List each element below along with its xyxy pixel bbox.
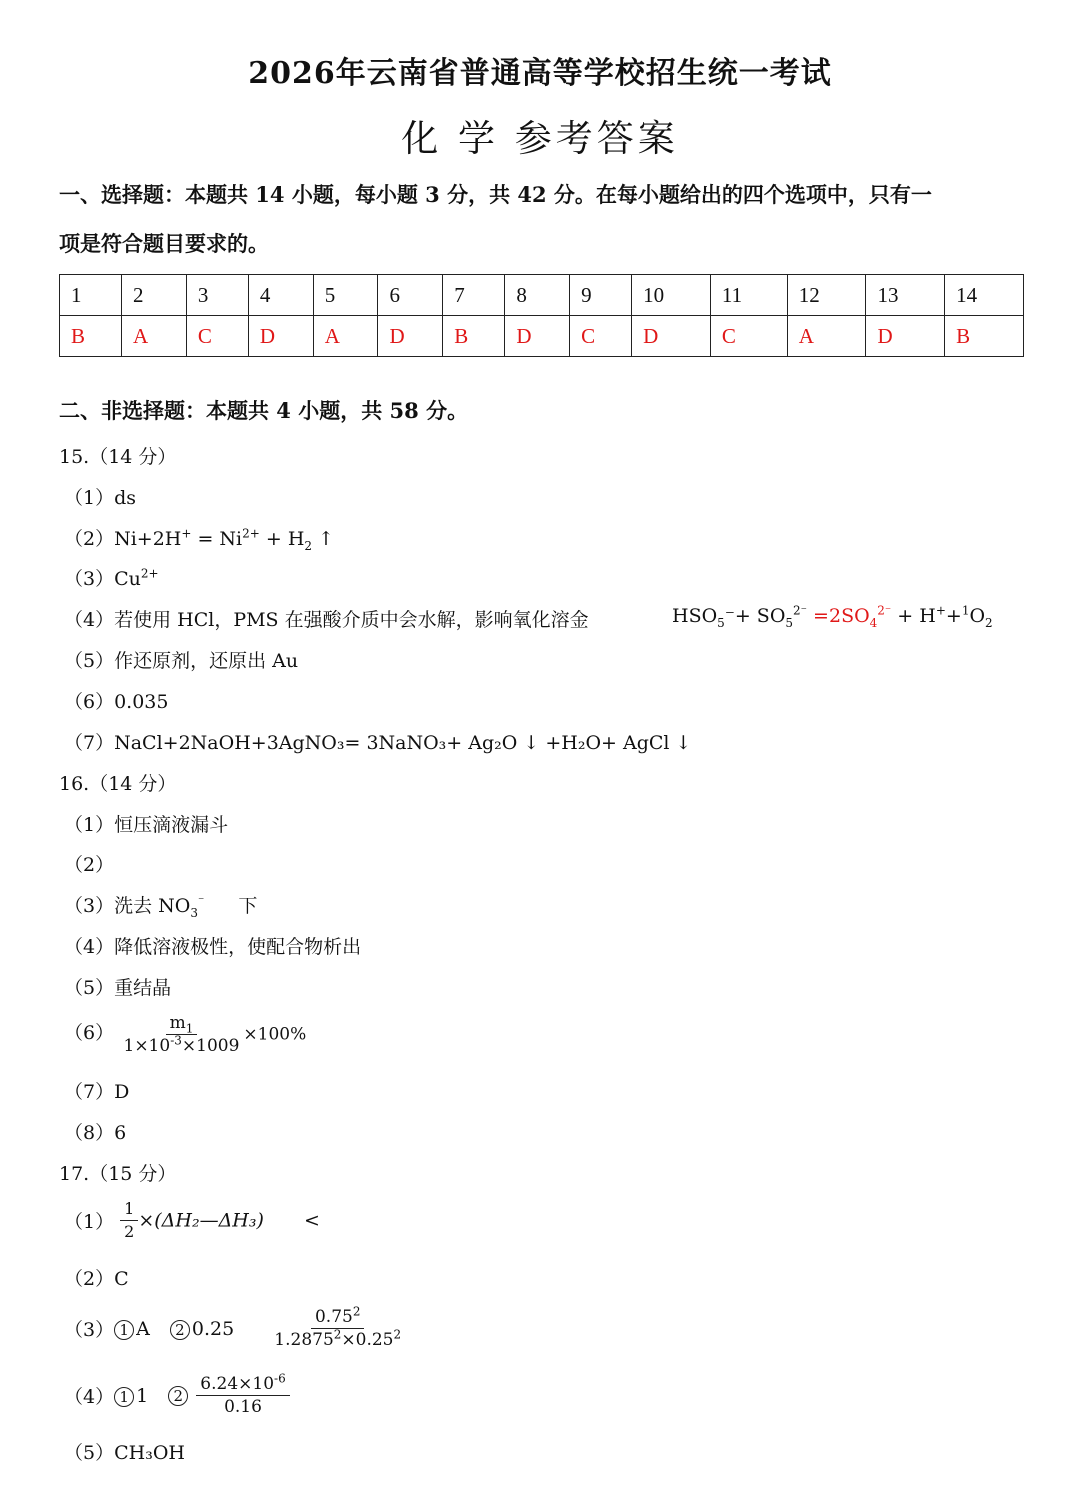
q16-part6-fraction: $\frac{m_1}{1\times 10^{-3}\times 1009}$ — [123, 1013, 240, 1056]
answer-cell: B — [60, 316, 122, 357]
circled-number-2: 2 — [170, 1320, 190, 1340]
answer-key-subtitle: 化 学 参考答案 — [401, 117, 679, 160]
q16-heading: 16.（14 分） — [59, 773, 177, 795]
circled-number-1: 1 — [114, 1387, 134, 1407]
section1-heading-line1: 一、选择题：本题共 14 小题，每小题 3 分，共 42 分。在每小题给出的四个选项中，只有一 — [59, 182, 932, 207]
q17-part1-half: $\frac{1}{2}$ — [120, 1198, 138, 1243]
question-number-cell: 8 — [505, 275, 570, 316]
q15-part7: （7）NaCl+2NaOH+3AgNO₃= 3NaNO₃+ Ag₂O ↓ +H₂O+ AgCl ↓ — [64, 732, 692, 754]
q15-part2: $(2)Ni+2H^+ = Ni^{2+} + H_2$ ↑ — [64, 526, 335, 553]
q15-part3: $(3)Cu^{2+}$ — [64, 566, 159, 590]
q15-part4: （4）若使用 HCl，PMS 在强酸介质中会水解，影响氧化溶金 — [64, 609, 589, 631]
answer-cell: C — [570, 316, 632, 357]
answer-cell: B — [443, 316, 505, 357]
answer-row — [60, 316, 1024, 357]
q17-part2: （2）C — [64, 1268, 129, 1290]
section2-heading: 二、非选择题：本题共 4 小题，共 58 分。 — [59, 398, 469, 423]
question-number-row — [60, 275, 1024, 316]
q17-part5: （5）CH₃OH — [64, 1442, 185, 1464]
q15-part5: （5）作还原剂，还原出 Au — [64, 650, 299, 672]
answer-cell: D — [866, 316, 945, 357]
exam-title: 2026年云南省普通高等学校招生统一考试 — [248, 56, 832, 91]
question-number-cell: 7 — [443, 275, 505, 316]
question-number-cell: 13 — [866, 275, 945, 316]
answer-cell: C — [710, 316, 787, 357]
circled-number-2: 2 — [168, 1386, 188, 1406]
q17-part4-fraction: $\frac{6.24\times 10^{-6}}{0.16}$ — [196, 1373, 289, 1418]
q16-part5: （5）重结晶 — [64, 977, 172, 999]
question-number-cell: 4 — [248, 275, 313, 316]
answer-cell: B — [945, 316, 1024, 357]
q15-part1: （1）ds — [64, 487, 137, 509]
answer-cell: D — [248, 316, 313, 357]
q16-part8: （8）6 — [64, 1122, 127, 1144]
question-number-cell: 2 — [122, 275, 187, 316]
q15-part4-equation: $HSO_5^-+ SO_5^{2^-} =2SO_4^{2^-} + H^++^1O_2$ — [672, 603, 993, 630]
q17-part4: （4） 1 1 2 $\frac{6.24\times 10^{-6}}{0.16}$ — [64, 1373, 290, 1418]
q15-heading: 15.（14 分） — [59, 446, 177, 468]
answer-cell: A — [313, 316, 378, 357]
q17-heading: 17.（15 分） — [59, 1163, 177, 1185]
section1-heading-line2: 项是符合题目要求的。 — [59, 231, 269, 256]
answer-cell: D — [378, 316, 443, 357]
q16-part2: （2） — [64, 854, 115, 876]
q17-part1: （1） $\frac{1}{2}$ ×(ΔH₂—ΔH₃) < — [64, 1199, 320, 1241]
question-number-cell: 1 — [60, 275, 122, 316]
question-number-cell: 11 — [710, 275, 787, 316]
question-number-cell: 9 — [570, 275, 632, 316]
answer-cell: C — [186, 316, 248, 357]
question-number-cell: 6 — [378, 275, 443, 316]
question-number-cell: 3 — [186, 275, 248, 316]
q16-part4: （4）降低溶液极性，使配合物析出 — [64, 936, 362, 958]
choice-answer-table — [59, 274, 1024, 357]
q16-part7: （7）D — [64, 1081, 130, 1103]
answer-cell: D — [505, 316, 570, 357]
answer-cell: D — [632, 316, 711, 357]
q16-part6: （6） $\frac{m_1}{1\times 10^{-3}\times 1009}$ ×100% — [64, 1013, 307, 1056]
answer-cell: A — [787, 316, 866, 357]
question-number-cell: 5 — [313, 275, 378, 316]
q16-part3: （3）洗去 $NO_3^{^-}$ 下 — [64, 893, 258, 920]
circled-number-1: 1 — [114, 1320, 134, 1340]
question-number-cell: 14 — [945, 275, 1024, 316]
q16-part1: （1）恒压滴液漏斗 — [64, 814, 229, 836]
q15-part6: （6）0.035 — [64, 691, 169, 713]
question-number-cell: 10 — [632, 275, 711, 316]
q17-part3: （3） 1 A 2 0.25 $\frac{0.75^2}{1.2875^2\times 0.25^2}$ — [64, 1306, 405, 1351]
q17-part3-fraction: $\frac{0.75^2}{1.2875^2\times 0.25^2}$ — [274, 1304, 402, 1350]
answer-cell: A — [122, 316, 187, 357]
question-number-cell: 12 — [787, 275, 866, 316]
